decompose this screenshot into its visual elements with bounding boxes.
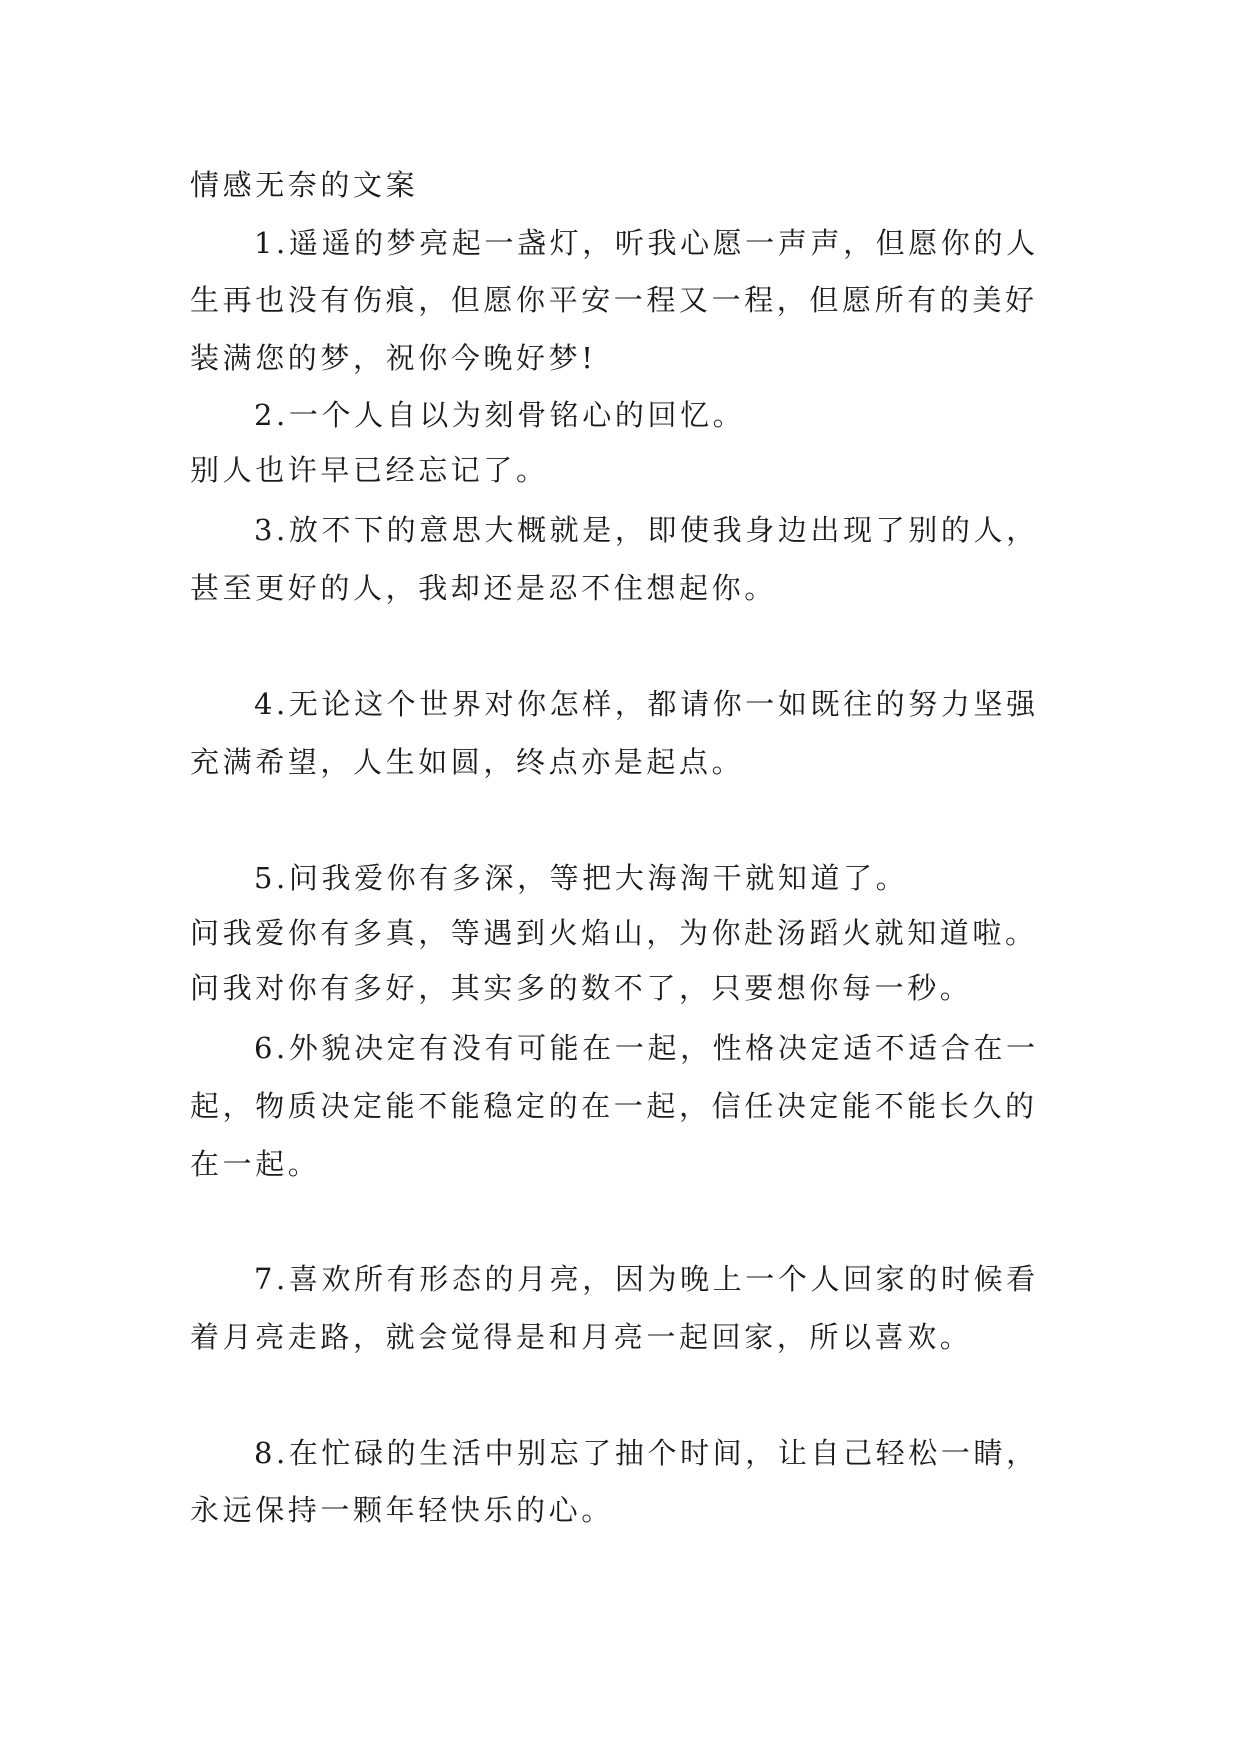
item-5-line-2: 问我爱你有多真，等遇到火焰山，为你赴汤蹈火就知道啦。 xyxy=(190,916,1038,950)
item-3-line-1: 3.放不下的意思大概就是，即使我身边出现了别的人， xyxy=(254,513,1039,547)
item-5-line-1: 5.问我爱你有多深，等把大海淘干就知道了。 xyxy=(254,861,909,895)
item-1-line-3: 装满您的梦，祝你今晚好梦! xyxy=(190,341,597,375)
item-6-line-2: 起，物质决定能不能稳定的在一起，信任决定能不能长久的 xyxy=(190,1089,1038,1123)
item-3-line-2: 甚至更好的人，我却还是忍不住想起你。 xyxy=(190,571,777,605)
item-7-line-2: 着月亮走路，就会觉得是和月亮一起回家，所以喜欢。 xyxy=(190,1320,973,1354)
document-title: 情感无奈的文案 xyxy=(190,168,419,202)
item-7-line-1: 7.喜欢所有形态的月亮，因为晚上一个人回家的时候看 xyxy=(254,1262,1039,1296)
item-5-line-3: 问我对你有多好，其实多的数不了，只要想你每一秒。 xyxy=(190,971,973,1005)
item-4-line-2: 充满希望，人生如圆，终点亦是起点。 xyxy=(190,745,745,779)
item-4-line-1: 4.无论这个世界对你怎样，都请你一如既往的努力坚强 xyxy=(254,687,1039,721)
item-8-line-1: 8.在忙碌的生活中别忘了抽个时间，让自己轻松一睛， xyxy=(254,1436,1039,1470)
item-8-line-2: 永远保持一颗年轻快乐的心。 xyxy=(190,1493,614,1527)
item-2-line-2: 别人也许早已经忘记了。 xyxy=(190,453,549,487)
item-2-line-1: 2.一个人自以为刻骨铭心的回忆。 xyxy=(254,398,746,432)
item-6-line-1: 6.外貌决定有没有可能在一起，性格决定适不适合在一 xyxy=(254,1031,1039,1065)
item-1-line-1: 1.遥遥的梦亮起一盏灯，听我心愿一声声，但愿你的人 xyxy=(254,226,1039,260)
item-6-line-3: 在一起。 xyxy=(190,1147,321,1181)
item-1-line-2: 生再也没有伤痕，但愿你平安一程又一程，但愿所有的美好 xyxy=(190,283,1038,317)
